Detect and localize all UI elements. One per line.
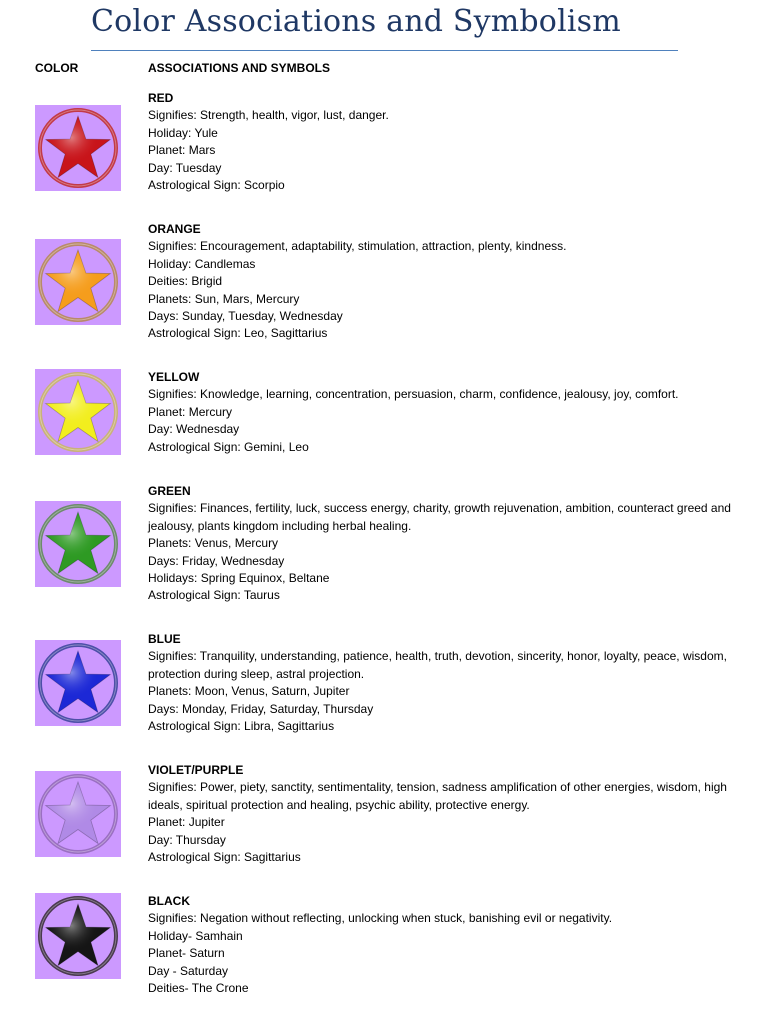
association-line: Planet- Saturn (148, 946, 225, 961)
blue-pentacle-icon (35, 640, 121, 726)
yellow-pentacle-icon (35, 369, 121, 455)
association-line: Days: Sunday, Tuesday, Wednesday (148, 309, 343, 324)
green-pentacle-icon (35, 501, 121, 587)
violet-pentacle-icon (35, 771, 121, 857)
association-line: Planet: Mercury (148, 404, 233, 419)
orange-pentacle-icon (35, 239, 121, 325)
color-description (148, 631, 748, 735)
association-line: Holiday: Yule (148, 125, 218, 140)
color-name: BLACK (148, 894, 190, 908)
association-line: Signifies: Strength, health, vigor, lust, danger. (148, 108, 389, 123)
red-pentacle-icon (35, 105, 121, 191)
association-line: Holiday- Samhain (148, 928, 243, 943)
association-line: Astrological Sign: Sagittarius (148, 850, 301, 865)
color-name: RED (148, 91, 174, 105)
association-line: Day: Tuesday (148, 160, 222, 175)
color-description (148, 483, 748, 605)
association-line: Astrological Sign: Leo, Sagittarius (148, 326, 328, 341)
association-line: Holidays: Spring Equinox, Beltane (148, 571, 330, 586)
association-line: Signifies: Power, piety, sanctity, sentimentality, tension, sadness amplification of other energies, wisdom, high ideals, spiritual protection and healing, psychic ability, protective energy. (148, 780, 727, 812)
color-name: VIOLET/PURPLE (148, 763, 244, 777)
color-name: GREEN (148, 484, 191, 498)
color-description (148, 893, 748, 997)
association-line: Astrological Sign: Taurus (148, 588, 280, 603)
association-line: Planets: Sun, Mars, Mercury (148, 291, 300, 306)
association-line: Signifies: Encouragement, adaptability, stimulation, attraction, plenty, kindness. (148, 239, 567, 254)
association-line: Days: Monday, Friday, Saturday, Thursday (148, 701, 374, 716)
association-line: Signifies: Knowledge, learning, concentration, persuasion, charm, confidence, jealousy, joy, comfort. (148, 387, 679, 402)
association-line: Day: Wednesday (148, 422, 240, 437)
association-line: Signifies: Negation without reflecting, unlocking when stuck, banishing evil or negativity. (148, 911, 613, 926)
association-line: Deities- The Crone (148, 981, 249, 996)
association-line: Planets: Moon, Venus, Saturn, Jupiter (148, 684, 350, 699)
association-line: Deities: Brigid (148, 274, 223, 289)
association-line: Days: Friday, Wednesday (148, 553, 285, 568)
association-line: Astrological Sign: Scorpio (148, 178, 285, 193)
associations-column-header: ASSOCIATIONS AND SYMBOLS (148, 61, 331, 75)
color-name: YELLOW (148, 370, 200, 384)
association-line: Astrological Sign: Gemini, Leo (148, 439, 309, 454)
association-line: Planets: Venus, Mercury (148, 536, 279, 551)
association-line: Planet: Mars (148, 143, 216, 158)
association-line: Planet: Jupiter (148, 815, 225, 830)
color-description (148, 369, 748, 456)
color-description (148, 762, 748, 866)
color-description (148, 221, 748, 343)
color-description (148, 90, 748, 194)
color-name: ORANGE (148, 222, 201, 236)
page-title: Color Associations and Symbolism (91, 4, 621, 39)
title-underline (91, 50, 678, 51)
color-name: BLUE (148, 632, 181, 646)
association-line: Astrological Sign: Libra, Sagittarius (148, 719, 335, 734)
color-column-header: COLOR (35, 61, 79, 75)
association-line: Day - Saturday (148, 963, 229, 978)
association-line: Signifies: Tranquility, understanding, patience, health, truth, devotion, sincerity, honor, loyalty, peace, wisdom, protection during sleep, astral projection. (148, 649, 727, 681)
association-line: Holiday: Candlemas (148, 256, 256, 271)
association-line: Signifies: Finances, fertility, luck, success energy, charity, growth rejuvenation, ambition, counteract greed and jealousy, plants kingdom including herbal healing. (148, 501, 731, 533)
association-line: Day: Thursday (148, 832, 226, 847)
black-pentacle-icon (35, 893, 121, 979)
